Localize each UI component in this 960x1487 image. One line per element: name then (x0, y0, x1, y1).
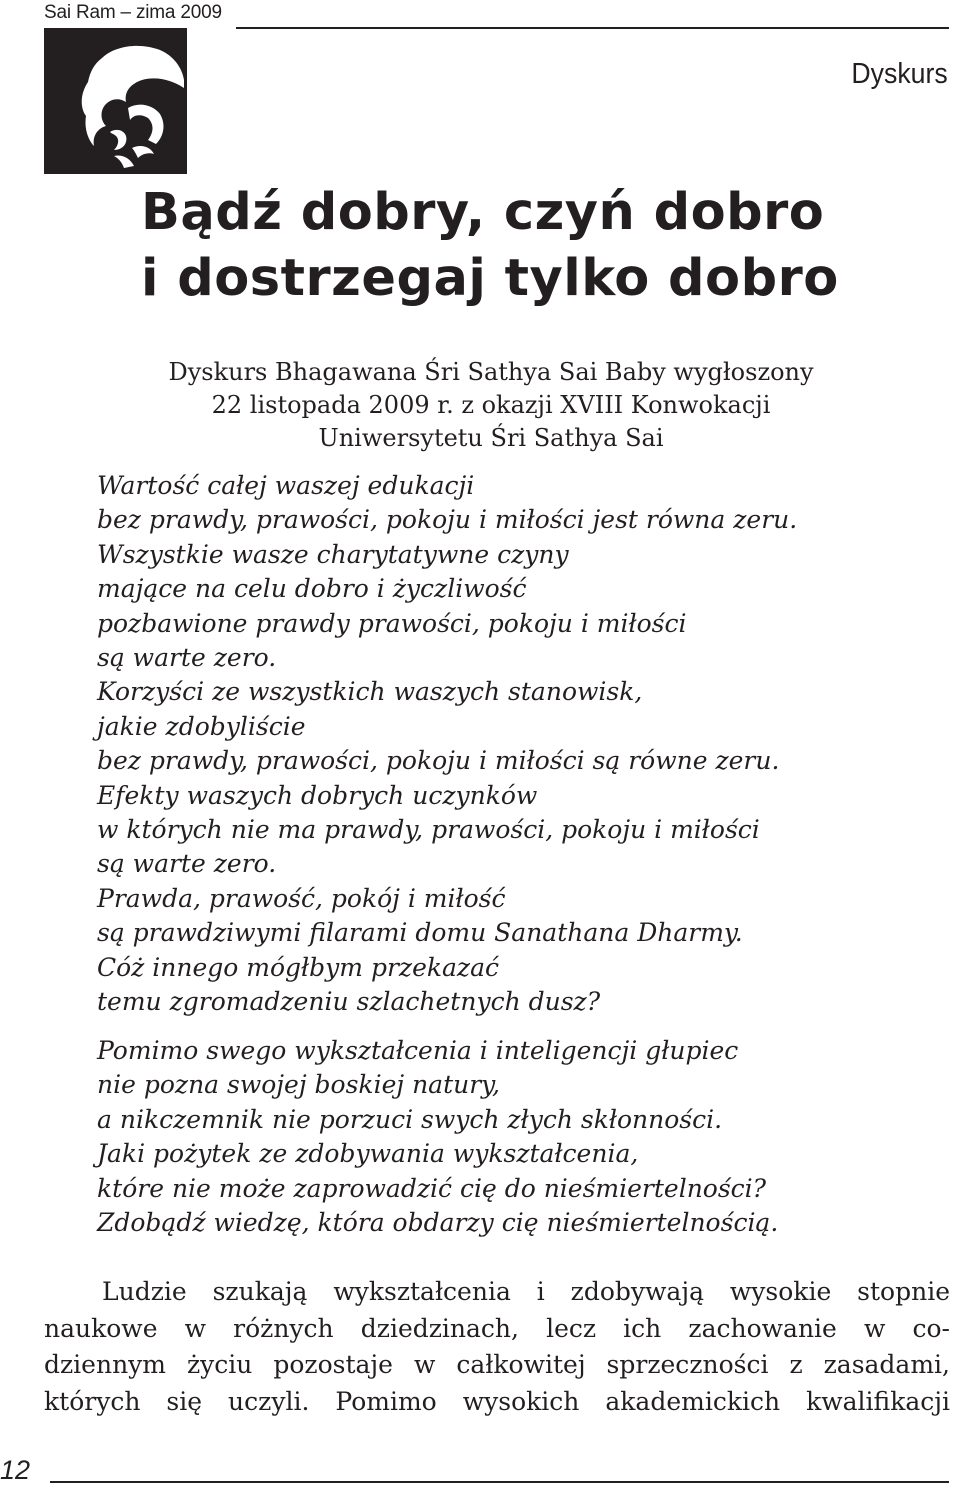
footer-rule (50, 1481, 949, 1483)
page-title (141, 180, 941, 312)
verse-line: a nikczemnik nie porzuci swych złych skłonności. (97, 1104, 723, 1134)
header-rule (236, 27, 949, 29)
verse-line: pozbawione prawdy prawości, pokoju i miłości (97, 608, 687, 638)
body-line: dziennym życiu pozostaje w całkowitej sprzeczności z zasadami, (44, 1350, 950, 1379)
verse-line: są prawdziwymi filarami domu Sanathana Dharmy. (97, 918, 743, 948)
verse-line: są warte zero. (97, 849, 277, 879)
verse-line: mające na celu dobro i życzliwość (97, 574, 527, 604)
verse-line: które nie może zaprowadzić cię do nieśmiertelności? (97, 1173, 767, 1203)
title-line: i dostrzegaj tylko dobro (141, 249, 839, 308)
verse-line: Zdobądź wiedzę, która obdarzy cię nieśmiertelnością. (97, 1208, 779, 1238)
body-line: Ludzie szukają wykształcenia i zdobywają wysokie stopnie (102, 1277, 950, 1306)
body-line: których się uczyli. Pomimo wysokich akademickich kwalifikacji (44, 1386, 950, 1416)
verse-line: Efekty waszych dobrych uczynków (97, 780, 538, 810)
page-number: 12 (0, 1455, 31, 1485)
body-paragraph (44, 1274, 950, 1420)
verse-stanza-2 (97, 1034, 957, 1240)
body-line: naukowe w różnych dziedzinach, lecz ich zachowanie w co- (44, 1313, 950, 1343)
running-title: Sai Ram – zima 2009 (44, 2, 222, 23)
discourse-subtitle (96, 356, 886, 455)
verse-line: temu zgromadzeniu szlachetnych dusz? (97, 987, 601, 1017)
verse-line: są warte zero. (97, 643, 277, 673)
verse-line: nie pozna swojej boskiej natury, (97, 1070, 500, 1100)
verse-line: Wszystkie wasze charytatywne czyny (97, 539, 569, 569)
verse-line: Pomimo swego wykształcenia i inteligencji głupiec (97, 1036, 739, 1065)
verse-line: Prawda, prawość, pokój i miłość (97, 883, 506, 913)
verse-line: bez prawdy, prawości, pokoju i miłości jest równa zeru. (97, 505, 798, 535)
verse-line: Korzyści ze wszystkich waszych stanowisk, (97, 677, 643, 707)
subtitle-line: Dyskurs Bhagawana Śri Sathya Sai Baby wygłoszony (168, 358, 814, 386)
subtitle-line: 22 listopada 2009 r. z okazji XVIII Konwokacji (211, 391, 771, 419)
title-line: Bądź dobry, czyń dobro (141, 183, 825, 242)
verse-stanza-1 (97, 469, 957, 1020)
section-label: Dyskurs (851, 58, 948, 90)
verse-line: Wartość całej waszej edukacji (97, 471, 475, 500)
verse-line: w których nie ma prawdy, prawości, pokoju i miłości (97, 815, 760, 845)
swami-silhouette-logo-icon (44, 28, 187, 174)
subtitle-line: Uniwersytetu Śri Sathya Sai (318, 424, 664, 452)
verse-line: Cóż innego mógłbym przekazać (97, 952, 499, 982)
verse-line: bez prawdy, prawości, pokoju i miłości są równe zeru. (97, 746, 780, 776)
verse-line: Jaki pożytek ze zdobywania wykształcenia, (97, 1139, 639, 1169)
verse-line: jakie zdobyliście (97, 711, 306, 741)
